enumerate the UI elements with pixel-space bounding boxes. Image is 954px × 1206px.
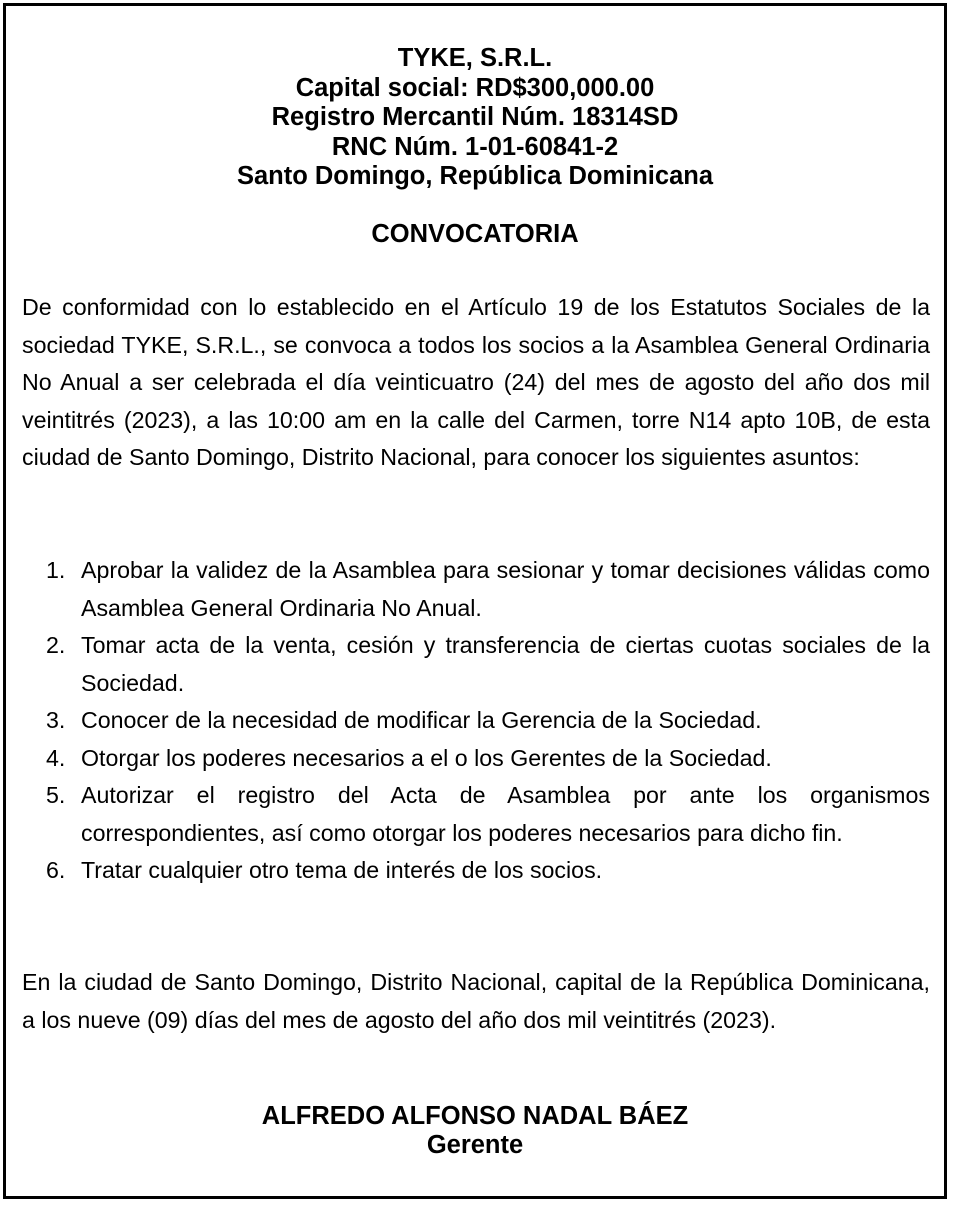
agenda-item: [22, 852, 930, 890]
registry-line: Registro Mercantil Núm. 18314SD: [271, 103, 679, 131]
agenda-item-text: Aprobar la validez de la Asamblea para sesionar y tomar decisiones válidas como Asamblea General Ordinaria No Anual.: [81, 557, 930, 621]
signature-block: [6, 1102, 944, 1160]
agenda-item: [22, 627, 930, 702]
agenda-item: [22, 740, 930, 778]
intro-paragraph: De conformidad con lo establecido en el Artículo 19 de los Estatutos Sociales de la sociedad TYKE, S.R.L., se convoca a todos los socios a la Asamblea General Ordinaria No Anual a ser celebrada el día veinticuatro (24) del mes de agosto del año dos mil veintitrés (2023), a las 10:00 am en la calle del Carmen, torre N14 apto 10B, de esta ciudad de Santo Domingo, Distrito Nacional, para conocer los siguientes asuntos:: [22, 294, 930, 470]
agenda-item: [22, 702, 930, 740]
agenda-item-number: 5.: [46, 782, 66, 808]
signatory-name: ALFREDO ALFONSO NADAL BÁEZ: [261, 1102, 689, 1130]
company-header: [6, 44, 944, 192]
notice-frame: [3, 3, 947, 1199]
agenda-item-number: 3.: [46, 707, 66, 733]
agenda-item-number: 6.: [46, 857, 66, 883]
signatory-role: Gerente: [426, 1131, 524, 1159]
rnc-line: RNC Núm. 1-01-60841-2: [331, 132, 619, 161]
agenda-item-text: Conocer de la necesidad de modificar la Gerencia de la Sociedad.: [81, 707, 762, 733]
location-line: Santo Domingo, República Dominicana: [236, 162, 714, 190]
agenda-item-number: 4.: [46, 744, 66, 771]
agenda-item-number: 2.: [46, 632, 66, 658]
agenda-item-text: Tomar acta de la venta, cesión y transferencia de ciertas cuotas sociales de la Sociedad.: [81, 632, 930, 696]
agenda-item-number: 1.: [46, 557, 66, 583]
closing-paragraph: En la ciudad de Santo Domingo, Distrito Nacional, capital de la República Dominicana, a los nueve (09) días del mes de agosto del año dos mil veintitrés (2023).: [22, 969, 930, 1033]
agenda-item: [22, 552, 930, 627]
agenda-item-text: Otorgar los poderes necesarios a el o los Gerentes de la Sociedad.: [81, 744, 772, 771]
agenda-item-text: Autorizar el registro del Acta de Asamblea por ante los organismos correspondientes, así como otorgar los poderes necesarios para dicho fin.: [81, 782, 930, 846]
document-title: CONVOCATORIA: [371, 220, 579, 248]
company-name: TYKE, S.R.L.: [397, 44, 553, 72]
agenda-list: [22, 552, 930, 890]
agenda-item: [22, 777, 930, 852]
agenda-item-text: Tratar cualquier otro tema de interés de los socios.: [81, 857, 603, 883]
capital-line: Capital social: RD$300,000.00: [295, 73, 655, 102]
